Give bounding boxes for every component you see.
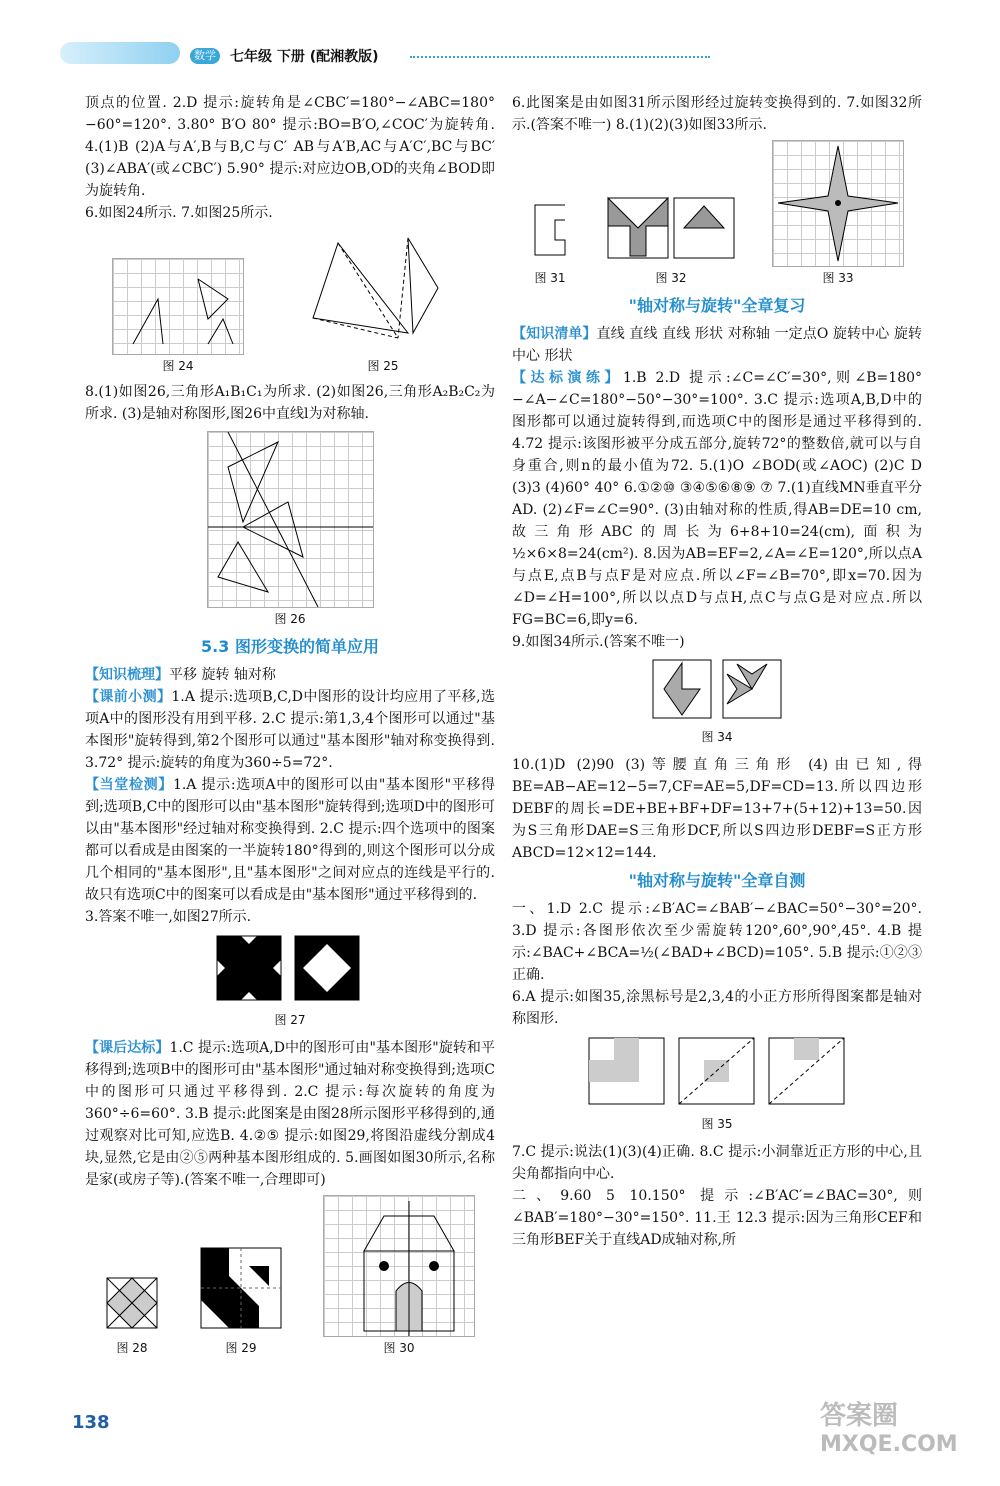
section-tag: 【达标演练】 [512,370,623,386]
figure-caption: 图 30 [383,1341,415,1355]
answer-text: 6.如图24所示. 7.如图25所示. [85,205,273,221]
section-tag: 【课前小测】 [85,689,172,705]
figure-24-drawing [113,259,243,354]
subject-badge: 数学 [190,48,220,64]
watermark-url: MXQE.COM [820,1432,958,1457]
figure-35-wrap [512,1036,922,1135]
section-tag: 【课后达标】 [85,1040,170,1056]
figure-26-wrap [85,431,495,630]
figure-caption: 图 25 [367,359,399,373]
header-dotted-line [410,56,710,58]
figure-caption: 图 35 [701,1117,733,1131]
figure-26-drawing [208,432,373,607]
book-title: 七年级 下册 (配湘教版) [230,49,379,65]
section-tag: 【知识梳理】 [85,667,169,683]
page-header [60,42,960,72]
figure-caption: 图 28 [116,1341,148,1355]
answer-text: 直线 直线 直线 形状 对称轴 一定点O 旋转中心 旋转中心 形状 [512,326,922,364]
figure-caption: 图 24 [162,359,194,373]
figure-25 [298,228,468,348]
figure-caption: 图 29 [225,1341,257,1355]
answer-paragraph [85,686,495,774]
right-column [512,92,922,1251]
answer-text: 9.如图34所示.(答案不唯一) [512,634,685,650]
answer-text: 一、1.D 2.C 提示:∠B′AC=∠BAB′−∠BAC=50°−30°=20°. 3.D 提示:各图形依次至少需旋转120°,60°,90°,45°. 4.B 提示:∠BAC+∠BCA=½(∠BAD+∠BCD)=105°. 5.B 提示:①②③正确. [512,901,922,983]
figure-27-wrap [85,934,495,1031]
figure-34-part-b [722,659,782,719]
answer-paragraph [512,323,922,367]
answer-text: 6.A 提示:如图35,涂黑标号是2,3,4的小正方形所得图案都是轴对称图形. [512,989,922,1027]
page-number: 138 [72,1412,110,1433]
figure-31 [530,200,570,260]
section-title: "轴对称与旋转"全章自测 [628,871,806,890]
figure-row [512,140,922,289]
figure-caption: 图 34 [701,730,733,744]
figure-28 [105,1276,159,1330]
figure-34 [652,659,782,719]
answer-paragraph [85,1037,495,1191]
answer-text: 1.C 提示:选项A,D中的图形可由"基本图形"旋转和平移得到;选项B中的图形可由"基本图形"通过轴对称变换得到;选项C中的图形可只通过平移得到. 2.C 提示:每次旋转的角度为360°÷6=60°. 3.B 提示:此图案是由图28所示图形平移得到的,通过观察对比可知,应选B. 4.②⑤ 提示:如图29,将图沿虚线分割成4块,显然,它是由②⑤两种基本图形组成的. 5.画图如图30所示,名称是家(或房子等).(答案不唯一,合理即可) [85,1040,495,1188]
figure-34-wrap [512,659,922,748]
answer-text: 7.C 提示:说法(1)(3)(4)正确. 8.C 提示:小洞靠近正方形的中心,且尖角都指向中心. [512,1144,922,1182]
answer-text: 二、9.60 5 10.150° 提示:∠B′AC′=∠BAC=30°,则∠BAB′=180°−30°=150°. 11.王 12.3 提示:因为三角形CEF和三角形BEF关于直线AD成轴对称,所 [512,1188,922,1248]
answer-paragraph [85,664,495,686]
figure-caption: 图 26 [274,612,306,626]
figure-30-drawing [324,1196,474,1336]
answer-text: 3.答案不唯一,如图27所示. [85,909,252,925]
figure-33-drawing [773,141,903,266]
figure-32 [606,196,736,260]
figure-27 [215,934,365,1002]
figure-29 [199,1246,283,1330]
figure-26 [207,431,374,608]
figure-row [85,1195,495,1359]
figure-caption: 图 33 [822,271,854,285]
watermark-logo: 答案圈 [820,1401,899,1431]
figure-33 [772,140,904,267]
answer-text: 6.此图案是由如图31所示图形经过旋转变换得到的. 7.如图32所示.(答案不唯一) 8.(1)(2)(3)如图33所示. [512,95,922,133]
answer-text: 10.(1)D (2)90 (3)等腰直角三角形 (4)由已知,得BE=AB−AE=12−5=7,CF=AE=5,DF=CD=13.所以四边形DEBF的周长=DE+BE+BF+DF=13+7+(5+12)+13=50.因为S三角形DAE=S三角形DCF,所以S四边形DEBF=S正方形ABCD=12×12=144. [512,757,922,861]
answer-text: 1.A 提示:选项B,C,D中图形的设计均应用了平移,选项A中的图形没有用到平移. 2.C 提示:第1,3,4个图形可以通过"基本图形"旋转得到,第2个图形可以通过"基本图形"轴对称变换得到. 3.72° 提示:旋转的角度为360÷5=72°. [85,689,495,771]
header-decoration [60,42,180,64]
figure-row [85,228,495,377]
figure-35 [587,1036,847,1106]
figure-caption: 图 31 [534,271,566,285]
figure-30 [323,1195,475,1337]
answer-text: 平移 旋转 轴对称 [169,667,276,683]
figure-34-part-a [652,659,712,719]
section-tag: 【知识清单】 [512,326,597,342]
figure-caption: 图 27 [274,1013,306,1027]
answer-paragraph [85,774,495,906]
section-title: "轴对称与旋转"全章复习 [628,296,806,315]
answer-text: 8.(1)如图26,三角形A₁B₁C₁为所求. (2)如图26,三角形A₂B₂C₂为所求. (3)是轴对称图形,图26中直线l为对称轴. [85,384,495,422]
figure-caption: 图 32 [655,271,687,285]
figure-24 [112,258,244,355]
answer-text: 1.A 提示:选项A中的图形可以由"基本图形"平移得到;选项B,C中的图形可以由"基本图形"旋转得到;选项D中的图形可以由"基本图形"经过轴对称变换得到. 2.C 提示:四个选项中的图案都可以看成是由图案的一半旋转180°得到的,则这个图形可以分成几个相同的"基本图形",且"基本图形"之间对应点的连线是平行的.故只有选项C中的图案可以看成是由"基本图形"通过平移得到的. [85,777,495,903]
left-column [85,92,495,1359]
answer-paragraph [512,367,922,631]
answer-text: 1.B 2.D 提示:∠C=∠C′=30°,则∠B=180°−∠A−∠C=180°−50°−30°=100°. 3.C 提示:选项A,B,D中的图形都可以通过旋转得到,而选项C中的图形是通过平移得到的. 4.72 提示:该图形被平分成五部分,旋转72°的整数倍,就可以与自身重合,则n的最小值为72. 5.(1)O ∠BOD(或∠AOC) (2)C D (3)3 (4)60° 40° 6.①②⑩ ③④⑤⑥⑧⑨ ⑦ 7.(1)直线MN垂直平分AD. (2)∠F=∠C=90°. (3)由轴对称的性质,得AB=DE=10 cm,故三角形ABC的周长为6+8+10=24(cm),面积为½×6×8=24(cm²). 8.因为AB=EF=2,∠A=∠E=120°,所以点A与点E,点B与点F是对应点.所以∠F=∠B=70°,即x=70.因为∠D=∠H=100°,所以以点D与点H,点C与点G是对应点.所以FG=BC=6,即y=6. [512,370,923,628]
section-tag: 【当堂检测】 [85,777,173,793]
section-title: 5.3 图形变换的简单应用 [201,637,379,656]
answer-text: 顶点的位置. 2.D 提示:旋转角是∠CBC′=180°−∠ABC=180°−60°=120°. 3.80° B′O 80° 提示:BO=B′O,∠COC′为旋转角. 4.(1)B (2)A与A′,B与B,C与C′ AB与A′B,AC与A′C′,BC与BC′ (3)∠ABA′(或∠CBC′) 5.90° 提示:对应边OB,OD的夹角∠BOD即为旋转角. [85,95,495,199]
